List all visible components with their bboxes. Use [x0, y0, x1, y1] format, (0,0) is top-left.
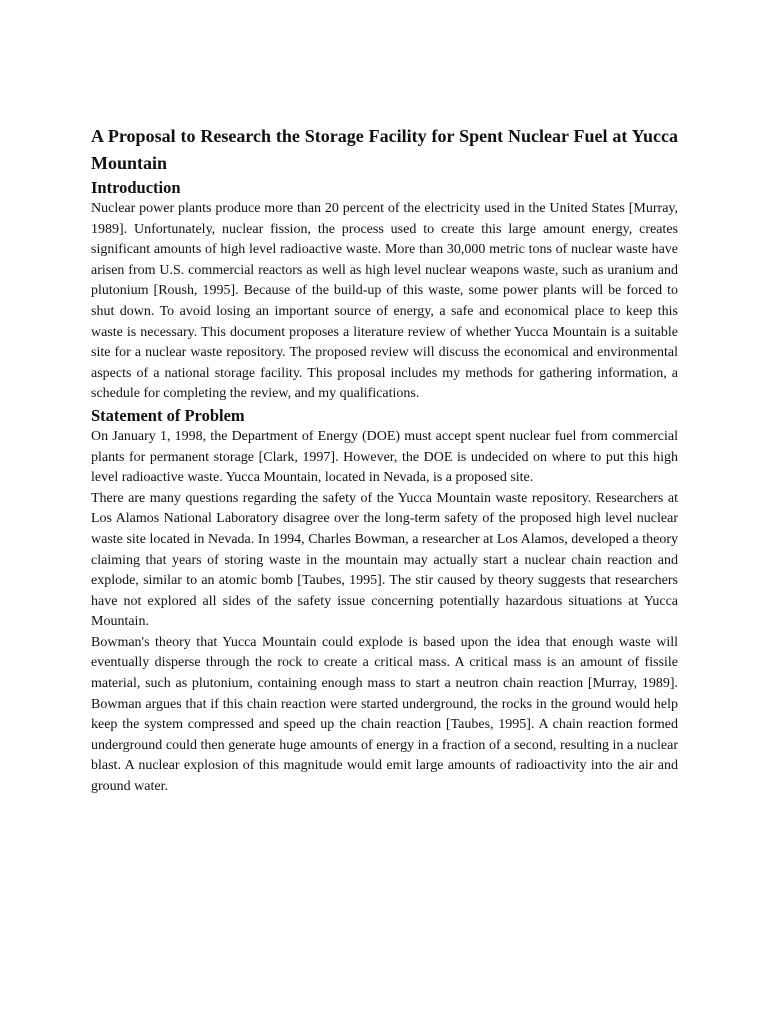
document-page [91, 123, 678, 798]
document-title: A Proposal to Research the Storage Facility for Spent Nuclear Fuel at Yucca Mountain [91, 126, 678, 173]
problem-paragraph-1: On January 1, 1998, the Department of Energy (DOE) must accept spent nuclear fuel from commercial plants for permanent storage [Clark, 1997]. However, the DOE is undecided on where to put this high level radioactive waste. Yucca Mountain, located in Nevada, is a proposed site. [91, 428, 678, 486]
problem-paragraph-3: Bowman's theory that Yucca Mountain could explode is based upon the idea that enough waste will eventually disperse through the rock to create a critical mass. A critical mass is an amount of fissile material, such as plutonium, containing enough mass to start a neutron chain reaction [Murray, 1989]. Bowman argues that if this chain reaction were started underground, the rocks in the ground would help keep the system compressed and speed up the chain reaction [Taubes, 1995]. A chain reaction formed underground could then generate huge amounts of energy in a fraction of a second, resulting in a nuclear blast. A nuclear explosion of this magnitude would emit large amounts of radioactivity into the air and ground water. [91, 634, 678, 795]
statement-of-problem-heading: Statement of Problem [91, 405, 245, 425]
problem-paragraph-2: There are many questions regarding the safety of the Yucca Mountain waste repository. Researchers at Los Alamos National Laboratory disagree over the long-term safety of the proposed high level nuclear waste site located in Nevada. In 1994, Charles Bowman, a researcher at Los Alamos, developed a theory claiming that years of storing waste in the mountain may actually start a nuclear chain reaction and explode, similar to an atomic bomb [Taubes, 1995]. The stir caused by theory suggests that researchers have not explored all sides of the safety issue concerning potentially hazardous situations at Yucca Mountain. [91, 490, 678, 630]
introduction-paragraph: Nuclear power plants produce more than 20 percent of the electricity used in the United States [Murray, 1989]. Unfortunately, nuclear fission, the process used to create this large amount energy, creates significant amounts of high level radioactive waste. More than 30,000 metric tons of nuclear waste have arisen from U.S. commercial reactors as well as high level nuclear weapons waste, such as uranium and plutonium [Roush, 1995]. Because of the build-up of this waste, some power plants will be forced to shut down. To avoid losing an important source of energy, a safe and economical place to keep this waste is necessary. This document proposes a literature review of whether Yucca Mountain is a suitable site for a nuclear waste repository. The proposed review will discuss the economical and environmental aspects of a national storage facility. This proposal includes my methods for gathering information, a schedule for completing the review, and my qualifications. [91, 201, 678, 402]
introduction-heading: Introduction [91, 178, 181, 197]
